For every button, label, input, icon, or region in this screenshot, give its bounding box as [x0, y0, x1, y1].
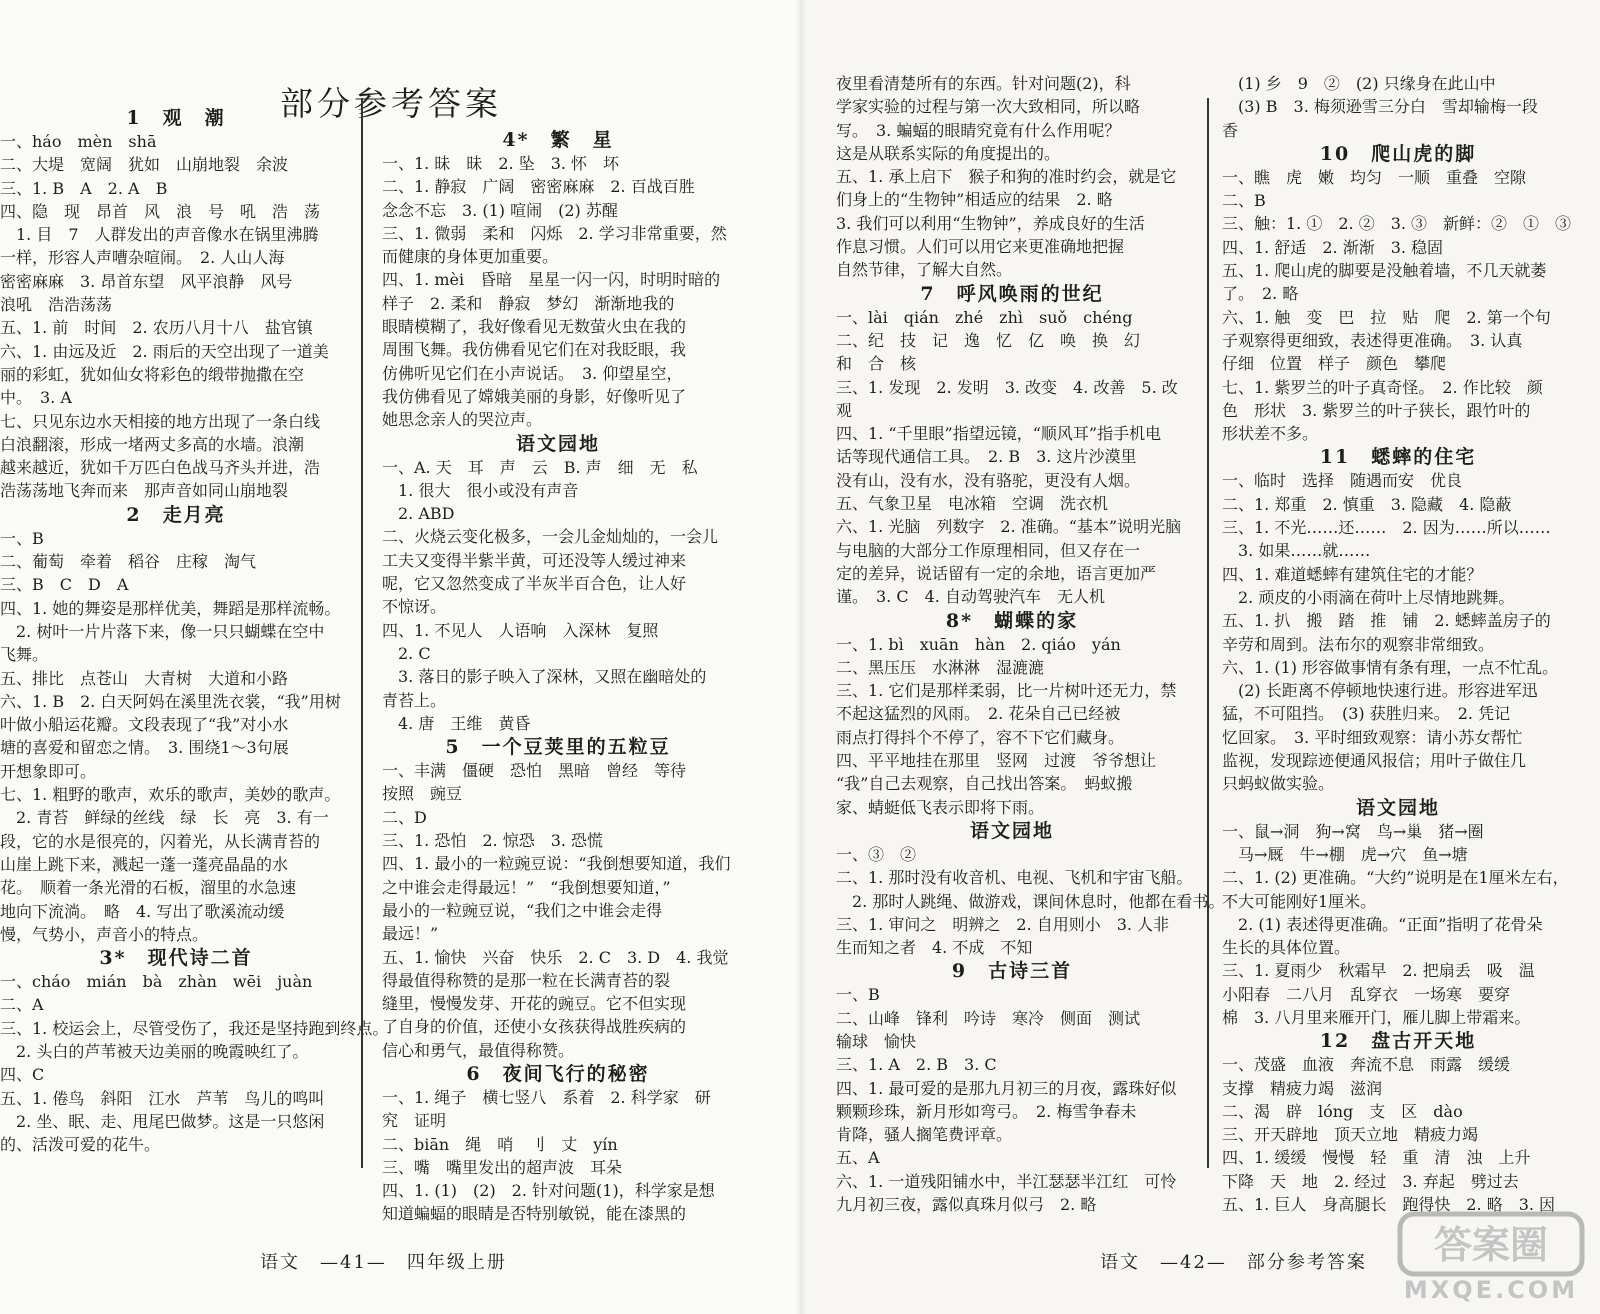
answer-line: 周围飞舞。我仿佛看见它们在对我眨眼，我 — [382, 340, 687, 360]
answer-line: 二、A — [0, 995, 44, 1015]
answer-line: 2. 顽皮的小雨滴在荷叶上尽情地跳舞。 — [1238, 587, 1515, 607]
answer-line: 一、鼠→洞 狗→窝 鸟→巢 猪→圈 — [1222, 821, 1484, 841]
answer-line: 一、cháo mián bà zhàn wēi juàn — [0, 972, 313, 992]
answer-line: 不惊讶。 — [382, 597, 447, 617]
section-heading: 语文园地 — [969, 819, 1054, 842]
answer-line: 二、火烧云变化极多，一会儿金灿灿的，一会儿 — [382, 527, 719, 547]
answer-line: 六、1. 一道残阳铺水中，半江瑟瑟半江红 可怜 — [836, 1171, 1177, 1191]
answer-line: 一、茂盛 血液 奔流不息 雨露 缓缓 — [1222, 1055, 1511, 1075]
answer-line: (2) 长距离不停顿地快速行进。形容进军迅 — [1238, 681, 1538, 701]
answer-line: 仔细 位置 样子 颜色 攀爬 — [1222, 354, 1447, 374]
answer-line: 三、1. B A 2. A B — [0, 178, 168, 198]
column-divider — [361, 98, 363, 1168]
answer-line: 观 — [836, 400, 853, 420]
answer-line: 一、1. bì xuān hàn 2. qiáo yán — [836, 634, 1121, 654]
answer-line: 一、瞧 虎 嫩 均匀 一顺 重叠 空隙 — [1222, 167, 1527, 187]
answer-line: 小阳春 二八月 乱穿衣 一场寒 要穿 — [1222, 984, 1511, 1004]
section-heading: 5 一个豆荚里的五粒豆 — [445, 736, 671, 759]
answer-line: 一、B — [0, 528, 44, 548]
answer-line: 缝里，慢慢发芽、开花的豌豆。它不但实现 — [382, 994, 687, 1014]
answer-column-4 — [1222, 0, 1574, 1215]
answer-line: 最小的一粒豌豆说，“我们之中谁会走得 — [382, 900, 663, 920]
answer-line: 四、平平地挂在那里 竖网 过渡 爷爷想让 — [836, 751, 1157, 771]
answer-line: 色 形状 3. 紫罗兰的叶子狭长，跟竹叶的 — [1222, 400, 1531, 420]
answer-line: 一样，形容人声嘈杂喧闹。 2. 人山人海 — [0, 248, 285, 268]
answer-line: 2. 坐、眠、走、甩尾巴做梦。这是一只悠闲 — [16, 1111, 325, 1131]
answer-line: 二、D — [382, 807, 427, 827]
answer-line: 只蚂蚁做实验。 — [1222, 774, 1335, 794]
answer-line: 三、1. 发现 2. 发明 3. 改变 4. 改善 5. 改 — [836, 377, 1178, 397]
answer-line: 监视，发现踪迹便通风报信；用叶子做住几 — [1222, 751, 1527, 771]
answer-line: 的、活泼可爱的花牛。 — [0, 1135, 161, 1155]
answer-line: 四、1. 缓缓 慢慢 轻 重 清 浊 上升 — [1222, 1148, 1531, 1168]
answer-line: 一、1. 昧 昧 2. 坠 3. 怀 坏 — [382, 154, 620, 173]
answer-line: 四、C — [0, 1065, 45, 1085]
section-heading: 10 爬山虎的脚 — [1319, 142, 1477, 165]
answer-line: 飞舞。 — [0, 645, 49, 665]
answer-line: 越来越近，犹如千万匹白色战马齐头并进，浩 — [0, 458, 321, 478]
footer-right: 语文 —42— 部分参考答案 — [1100, 1252, 1367, 1273]
answer-line: 七、1. 紫罗兰的叶子真奇怪。 2. 作比较 颜 — [1222, 377, 1543, 397]
answer-column-3 — [836, 0, 1225, 1215]
answer-line: 香 — [1222, 120, 1239, 140]
answer-line: 四、1. mèi 昏暗 星星一闪一闪，时明时暗的 — [382, 270, 721, 290]
answer-line: 四、1. 难道蟋蟀有建筑住宅的才能？ — [1222, 564, 1483, 584]
answer-line: 一、1. 绳子 横七竖八 系着 2. 科学家 研 — [382, 1087, 711, 1107]
answer-line: 3. 落日的影子映入了深林，又照在幽暗处的 — [398, 667, 707, 687]
svg-text:答案圈: 答案圈 — [1433, 1223, 1549, 1267]
answer-line: 浪吼 浩浩荡荡 — [0, 295, 113, 315]
answer-line: 四、1. 不见人 人语响 入深林 复照 — [382, 620, 659, 640]
answer-line: 一、B — [836, 985, 880, 1005]
answer-line: 二、黑压压 水淋淋 湿漉漉 — [836, 657, 1045, 677]
section-heading: 11 蟋蟀的住宅 — [1319, 446, 1477, 469]
answer-line: 与电脑的大部分工作原理相同，但又存在一 — [836, 540, 1141, 560]
answer-line: 谨。 3. C 4. 自动驾驶汽车 无人机 — [836, 587, 1105, 607]
section-heading: 7 呼风唤雨的世纪 — [920, 282, 1104, 305]
answer-line: 段，它的水是很亮的，闪着光，从长满青苔的 — [0, 831, 321, 851]
answer-line: 2. 树叶一片片落下来，像一只只蝴蝶在空中 — [16, 621, 325, 641]
answer-line: 三、1. 微弱 柔和 闪烁 2. 学习非常重要，然 — [382, 223, 727, 243]
answer-line: 3. 如果……就…… — [1238, 541, 1371, 561]
answer-line: 五、1. 巨人 身高腿长 跑得快 2. 略 3. 因 — [1222, 1195, 1556, 1215]
answer-line: 三、1. 校运会上，尽管受伤了，我还是坚持跑到终点。 — [0, 1018, 389, 1038]
answer-line: 白浪翻滚，形成一堵两丈多高的水墙。浪潮 — [0, 434, 305, 454]
answer-line: 密密麻麻 3. 昂首东望 风平浪静 风号 — [0, 271, 293, 291]
section-heading: 9 古诗三首 — [951, 960, 1073, 983]
answer-line: 二、1. (2) 更准确。“大约”说明是在1厘米左右， — [1222, 868, 1569, 888]
answer-line: 不起这猛烈的风雨。 2. 花朵自己已经被 — [836, 704, 1121, 724]
answer-line: 五、1. 扒 搬 踏 推 铺 2. 蟋蟀盖房子的 — [1222, 611, 1551, 631]
answer-line: 而健康的身体更加重要。 — [382, 247, 559, 267]
answer-line: 2. ABD — [398, 504, 455, 524]
answer-line: 山崖上跳下来，溅起一蓬一蓬亮晶晶的水 — [0, 854, 289, 874]
answer-line: 自然节律，了解大自然。 — [836, 260, 1013, 280]
answer-line: 叶做小船运花瓣。文段表现了“我”对小水 — [0, 715, 289, 735]
answer-line: 最远！” — [382, 924, 439, 944]
answer-line: 和 合 核 — [836, 354, 917, 374]
answer-line: 这是从联系实际的角度提出的。 — [836, 143, 1061, 163]
answer-line: 知道蝙蝠的眼睛是否特别敏锐，能在漆黑的 — [382, 1204, 687, 1224]
answer-line: 三、1. 恐怕 2. 惊恐 3. 恐慌 — [382, 831, 604, 851]
answer-line: 六、1. 光脑 列数字 2. 准确。“基本”说明光脑 — [836, 517, 1182, 537]
answer-line: 二、1. 静寂 广阔 密密麻麻 2. 百战百胜 — [382, 177, 695, 197]
answer-line: 五、A — [836, 1148, 880, 1168]
answer-line: 2. (1) 表述得更准确。“正面”指明了花骨朵 — [1238, 914, 1543, 934]
watermark-logo-icon — [1396, 1206, 1586, 1306]
answer-line: 得最值得称赞的是那一粒在长满青苔的裂 — [382, 970, 671, 990]
answer-line: 四、1. 她的舞姿是那样优美，舞蹈是那样流畅。 — [0, 598, 341, 618]
answer-line: 作息习惯。人们可以用它来更准确地把握 — [836, 237, 1125, 257]
answer-line: 七、1. 粗野的歌声，欢乐的歌声，美妙的歌声。 — [0, 785, 341, 805]
answer-line: 了自身的价值，还使小女孩获得战胜疾病的 — [382, 1017, 687, 1037]
answer-line: 五、1. 前 时间 2. 农历八月十八 盐官镇 — [0, 318, 313, 338]
answer-line: 九月初三夜，露似真珠月似弓 2. 略 — [836, 1195, 1097, 1215]
answer-line: 一、③ ② — [836, 844, 917, 864]
answer-line: 塘的喜爱和留恋之情。 3. 围绕1～3句展 — [0, 738, 289, 758]
answer-line: 肯降，骚人搁笔费评章。 — [836, 1125, 1013, 1145]
section-heading: 语文园地 — [515, 432, 600, 455]
answer-line: 雨点打得抖个不停了，容不下它们藏身。 — [836, 727, 1125, 747]
answer-line: 三、1. 不光……还…… 2. 因为……所以…… — [1222, 518, 1551, 538]
answer-line: 1. 很大 很小或没有声音 — [398, 480, 579, 500]
answer-line: 话等现代通信工具。 2. B 3. 这片沙漠里 — [836, 447, 1137, 467]
section-heading: 8* 蝴蝶的家 — [945, 609, 1079, 632]
answer-line: 究 证明 — [382, 1111, 447, 1131]
answer-line: 二、1. 那时没有收音机、电视、飞机和宇宙飞船。 — [836, 868, 1193, 888]
answer-line: 忆回家。 3. 平时细致观察：请小苏女帮忙 — [1222, 727, 1523, 747]
answer-line: 二、纪 技 记 逸 忆 亿 唤 换 幻 — [836, 330, 1141, 350]
answer-line: 三、1. 审问之 明辨之 2. 自用则小 3. 人非 — [836, 914, 1170, 934]
answer-line: 三、1. 夏雨少 秋霜早 2. 把扇丢 吸 温 — [1222, 961, 1535, 981]
answer-line: 六、1. B 2. 白天阿妈在溪里洗衣裳，“我”用树 — [0, 691, 341, 711]
answer-line: 她思念亲人的哭泣声。 — [382, 410, 543, 430]
svg-text:MXQE.COM: MXQE.COM — [1403, 1276, 1579, 1304]
answer-line: 棉 3. 八月里来雁开门，雁儿脚上带霜来。 — [1222, 1007, 1531, 1027]
answer-line: 四、1. “千里眼”指望远镜，“顺风耳”指手机电 — [836, 424, 1162, 444]
section-heading: 语文园地 — [1355, 796, 1440, 819]
answer-line: 生长的具体位置。 — [1222, 938, 1351, 958]
answer-line: 四、1. (1) (2) 2. 针对问题(1)，科学家是想 — [382, 1181, 715, 1201]
answer-line: 下降 天 地 2. 经过 3. 弃起 劈过去 — [1222, 1171, 1519, 1191]
answer-line: 三、开天辟地 顶天立地 精疲力竭 — [1222, 1125, 1479, 1145]
answer-line: 子观察得更细致，表述得更准确。 3. 认真 — [1222, 330, 1523, 350]
answer-line: 辛劳和周到。法布尔的观察非常细致。 — [1222, 634, 1495, 654]
answer-line: 没有山，没有水，没有骆驼，更没有人烟。 — [836, 470, 1141, 490]
answer-line: 四、1. 最小的一粒豌豆说：“我倒想要知道，我们 — [382, 854, 731, 874]
answer-line: 慢，气势小，声音小的特点。 — [0, 924, 209, 944]
answer-line: 颗颗珍珠，新月形如弯弓。 2. 梅雪争春未 — [836, 1101, 1137, 1121]
answer-line: 按照 豌豆 — [382, 784, 463, 804]
answer-line: 2. C — [398, 643, 431, 663]
answer-line: 一、A. 天 耳 声 云 B. 声 细 无 私 — [382, 457, 698, 477]
column-divider — [1207, 98, 1209, 1168]
answer-line: 二、渴 辟 lóng 支 区 dào — [1222, 1101, 1463, 1121]
answer-line: 马→厩 牛→棚 虎→穴 鱼→塘 — [1238, 844, 1468, 864]
answer-line: 六、1. (1) 形容做事情有条有理，一点不忙乱。 — [1222, 657, 1559, 677]
section-heading: 2 走月亮 — [126, 503, 226, 526]
answer-line: 3. 我们可以利用“生物钟”，养成良好的生活 — [836, 213, 1145, 233]
section-heading: 4* 繁 星 — [502, 129, 614, 151]
page-title: 部分参考答案 — [280, 84, 502, 124]
answer-line: 不大可能刚好1厘米。 — [1222, 891, 1377, 911]
answer-line: 工夫又变得半紫半黄，可还没等人缓过神来 — [382, 550, 687, 570]
answer-column-2 — [382, 0, 734, 1224]
answer-line: 家、蜻蜓低飞表示即将下雨。 — [836, 797, 1045, 817]
answer-line: 夜里看清楚所有的东西。针对问题(2)，科 — [836, 74, 1131, 93]
answer-line: 1. 目 7 人群发出的声音像水在锅里沸腾 — [16, 225, 319, 245]
answer-line: 学家实验的过程与第一次大致相同，所以略 — [836, 97, 1141, 117]
answer-line: 二、山峰 锋利 吟诗 寒冷 侧面 测试 — [836, 1008, 1141, 1028]
answer-line: 开想象即可。 — [0, 761, 97, 781]
answer-line: 4. 唐 王维 黄昏 — [398, 713, 531, 733]
answer-line: (1) 乡 9 ② (2) 只缘身在此山中 — [1238, 74, 1496, 93]
answer-line: 三、1. 它们是那样柔弱，比一片树叶还无力，禁 — [836, 681, 1177, 701]
answer-line: 三、触：1. ① 2. ② 3. ③ 新鲜：② ① ③ — [1222, 214, 1572, 234]
answer-line: “我”自己去观察，自己找出答案。 蚂蚁搬 — [836, 774, 1133, 794]
answer-line: 之中谁会走得最远！” “我倒想要知道，” — [382, 877, 671, 897]
answer-line: 青苔上。 — [382, 690, 447, 710]
answer-line: 二、biān 绳 哨 刂 丈 yín — [382, 1134, 618, 1154]
answer-line: 形状差不多。 — [1222, 424, 1319, 444]
answer-line: 花。 顺着一条光滑的石板，溜里的水急速 — [0, 878, 297, 898]
answer-line: 我仿佛看见了嫦娥美丽的身影，好像听见了 — [382, 386, 687, 406]
answer-line: 一、丰满 僵硬 恐怕 黑暗 曾经 等待 — [382, 761, 687, 781]
answer-line: 三、B C D A — [0, 575, 129, 595]
section-heading: 6 夜间飞行的秘密 — [466, 1062, 650, 1085]
answer-line: 三、1. A 2. B 3. C — [836, 1055, 997, 1075]
answer-line: 五、1. 愉快 兴奋 快乐 2. C 3. D 4. 我觉 — [382, 947, 729, 967]
answer-line: 六、1. 由远及近 2. 雨后的天空出现了一道美 — [0, 341, 329, 361]
answer-line: 六、1. 触 变 巴 拉 贴 爬 2. 第一个句 — [1222, 307, 1551, 327]
section-heading: 1 观 潮 — [126, 107, 226, 129]
answer-column-1 — [0, 0, 389, 1210]
answer-line: 五、气象卫星 电冰箱 空调 洗衣机 — [836, 494, 1109, 514]
section-heading: 12 盘古开天地 — [1319, 1030, 1477, 1053]
answer-line: 2. 青苔 鲜绿的丝线 绿 长 亮 3. 有一 — [16, 808, 329, 828]
answer-line: 二、B — [1222, 191, 1266, 211]
answer-line: 一、lài qián zhé zhì suǒ chéng — [836, 307, 1133, 327]
answer-line: 猛，不可阻挡。 (3) 获胜归来。 2. 凭记 — [1222, 704, 1511, 724]
answer-line: 生而知之者 4. 不成 不知 — [836, 938, 1033, 958]
answer-line: 地向下流淌。 略 4. 写出了歌溪流动缓 — [0, 901, 285, 921]
answer-line: 一、临时 选择 随遇而安 优良 — [1222, 471, 1463, 491]
answer-line: 中。 3. A — [0, 388, 72, 408]
answer-line: 输球 愉快 — [836, 1031, 917, 1051]
footer-left: 语文 —41— 四年级上册 — [260, 1252, 507, 1273]
answer-line: 了。 2. 略 — [1222, 284, 1299, 304]
answer-line: 2. 那时人跳绳、做游戏，课间休息时，他都在看书。 — [852, 891, 1225, 911]
answer-line: 二、1. 郑重 2. 慎重 3. 隐藏 4. 隐蔽 — [1222, 494, 1512, 514]
answer-line: 念念不忘 3. (1) 喧闹 (2) 苏醒 — [382, 200, 618, 220]
answer-line: 四、1. 最可爱的是那九月初三的月夜，露珠好似 — [836, 1078, 1177, 1098]
answer-line: 仿佛听见它们在小声说话。 3. 仰望星空， — [382, 363, 683, 383]
answer-line: 七、只见东边水天相接的地方出现了一条白线 — [0, 411, 321, 431]
answer-line: 浩荡荡地飞奔而来 那声音如同山崩地裂 — [0, 481, 289, 501]
answer-line: 四、1. 舒适 2. 渐渐 3. 稳固 — [1222, 237, 1444, 257]
answer-line: (3) B 3. 梅须逊雪三分白 雪却输梅一段 — [1238, 97, 1538, 117]
answer-line: 眼睛模糊了，我好像看见无数萤火虫在我的 — [382, 317, 687, 337]
answer-line: 二、大堤 宽阔 犹如 山崩地裂 余波 — [0, 155, 289, 175]
answer-line: 五、1. 爬山虎的脚要是没触着墙，不几天就萎 — [1222, 261, 1547, 281]
answer-line: 样子 2. 柔和 静寂 梦幻 渐渐地我的 — [382, 293, 675, 313]
answer-line: 定的差异，说话留有一定的余地，语言更加严 — [836, 563, 1157, 583]
answer-line: 写。 3. 蝙蝠的眼睛究竟有什么作用呢？ — [836, 120, 1121, 140]
answer-line: 五、1. 倦鸟 斜阳 江水 芦苇 鸟儿的鸣叫 — [0, 1088, 325, 1108]
answer-line: 支撑 精疲力竭 滋润 — [1222, 1078, 1383, 1098]
answer-line: 四、隐 现 昂首 风 浪 号 吼 浩 荡 — [0, 201, 321, 221]
book-gutter — [795, 0, 807, 1314]
section-heading: 3* 现代诗二首 — [99, 947, 253, 970]
answer-line: 五、排比 点苍山 大青树 大道和小路 — [0, 668, 289, 688]
answer-line: 三、嘴 嘴里发出的超声波 耳朵 — [382, 1157, 623, 1177]
answer-line: 五、1. 承上启下 猴子和狗的准时约会，就是它 — [836, 167, 1177, 187]
watermark-stamp — [1396, 1206, 1586, 1306]
answer-line: 信心和勇气，最值得称赞。 — [382, 1040, 575, 1060]
answer-line: 呢，它又忽然变成了半灰半百合色，让人好 — [382, 574, 687, 594]
answer-line: 们身上的“生物钟”相适应的结果 2. 略 — [836, 190, 1113, 210]
answer-line: 丽的彩虹，犹如仙女将彩色的缎带抛撒在空 — [0, 364, 305, 384]
answer-line: 一、háo mèn shā — [0, 132, 157, 151]
answer-line: 二、葡萄 牵着 稻谷 庄稼 淘气 — [0, 552, 257, 572]
answer-line: 2. 头白的芦苇被天边美丽的晚霞映红了。 — [16, 1041, 309, 1061]
